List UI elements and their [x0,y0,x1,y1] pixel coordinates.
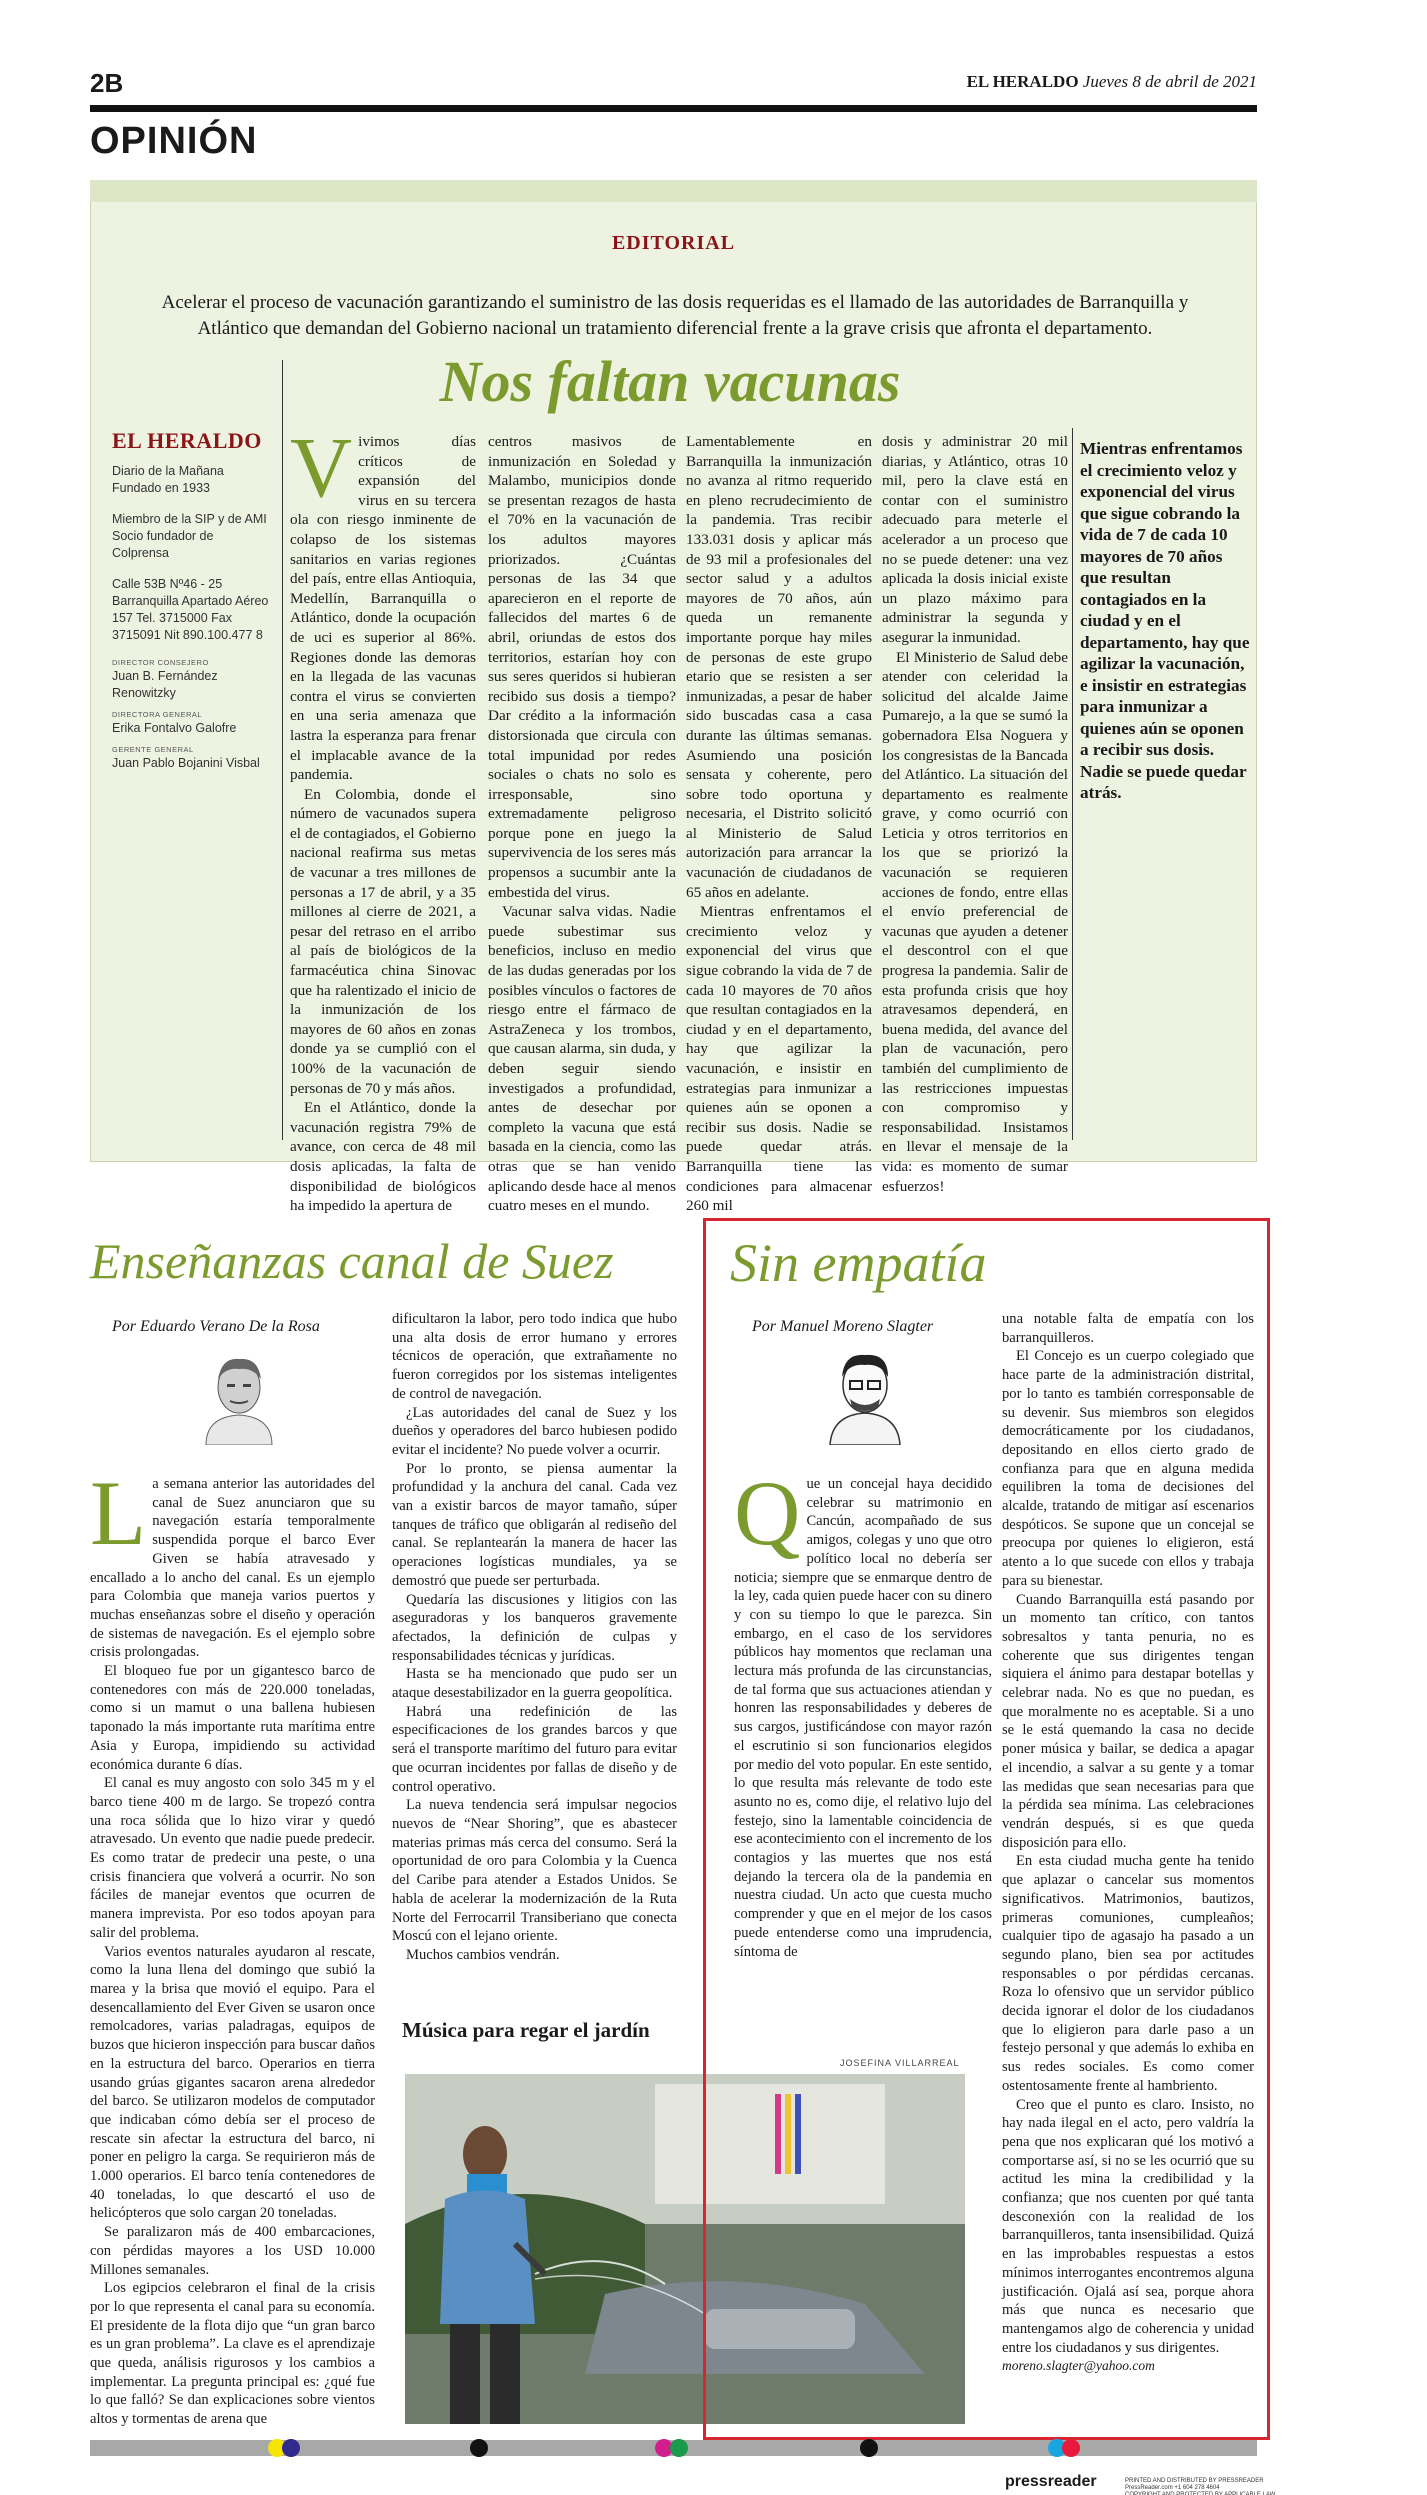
paragraph: En esta ciudad mucha gente ha tenido que aplazar o cancelar sus momentos significativos. Matrimonios, bautizos, primeras comuniones, cumpleaños; cualquier tipo de agasajo ha pasado a un segundo plano, bien sea por actitudes responsables o por pérdidas cercanas. Roza lo ofensivo que un servidor público decida ignorar el dolor de los ciudadanos que lo eligieron para darle paso a un festejo personal y que además lo exhiba en sus redes sociales. Es como comer ostentosamente frente al hambriento. [1002,1853,1254,2094]
suez-column-1 [90,1462,375,2429]
editorial-headline: Nos faltan vacunas [439,349,901,414]
author-portrait [822,1345,908,1445]
column-divider [282,360,283,1140]
printed-line: COPYRIGHT AND PROTECTED BY APPLICABLE LAW [1125,2492,1276,2495]
suez-headline: Enseñanzas canal de Suez [90,1233,614,1289]
sin-empatia-byline: Por Manuel Moreno Slagter [752,1318,934,1335]
paragraph: a semana anterior las autoridades del canal de Suez anunciaron que su navegación estaría temporalmente suspendida porque el barco Ever Given se había atravesado y encallado a lo ancho del canal. Es un ejemplo para Colombia que maneja varios puertos y muchas enseñanzas sobre el diseño y operación de sistemas de navegación. Es el ejemplo sobre crisis prolongadas. [90,1476,375,1661]
editorial-kicker: EDITORIAL [611,232,736,254]
paragraph: Creo que el punto es claro. Insisto, no hay nada ilegal en el acto, pero valdría la pena que nos explicaran qué los motivó a comportarse así, si no se les ocurrió que su actitud les mina la credibilidad y la confianza; que nos cuenten por qué tanta desconexión con la realidad de los barranquilleros, tanta insensibilidad. Quizá en las improbables respuestas a estos mínimos interrogantes encontremos alguna justificación. Ojalá así sea, porque ahora más que nunca es necesario que mantengamos algo de coherencia y unidad entre los ciudadanos y sus dirigentes. [1002,2096,1254,2356]
newspaper-name: EL HERALDO [966,72,1079,91]
paragraph: Hasta se ha mencionado que pudo ser un ataque desestabilizador en la guerra geopolítica. [392,1666,677,1702]
paragraph: Se paralizaron más de 400 embarcaciones, con pérdidas mayores a los USD 10.000 Millones semanales. [90,2224,375,2278]
paragraph: Los egipcios celebraron el final de la crisis por lo que representa el canal para su economía. El presidente de la flota dijo que “un gran barco es un gran problema”. La clave es el aprendizaje que queda, análisis rigurosos y los cambios a implementar. La pregunta principal es: ¿qué fue lo que falló? Se dan explicaciones sobre vientos altos y tormentas de arena que [90,2280,375,2428]
paragraph: Muchos cambios vendrán. [406,1946,560,1963]
paragraph: dificultaron la labor, pero todo indica que hubo una alta dosis de error humano y errores técnicos de operación, que extrañamente no fueron corregidos por los sistemas inteligentes de control de navegación. [392,1311,677,1402]
editorial-top-band [90,180,1257,202]
paragraph: Cuando Barranquilla está pasando por un momento tan crítico, con tantos sobresaltos y tanta penuria, no es coherente que sus dirigentes tengan siquiera el ánimo para destapar botellas y celebrar nada. No es que no puedan, es que moralmente no es aceptable. Si a uno se le está quemando la casa no decide poner música y bailar, se dedica a apagar el incendio, a salvar a su gente y a tomar las medidas que sean necesarias para que la pérdida sea mínima. Las celebraciones vendrán después, si es que queda disposición para ello. [1002,1591,1254,1851]
paragraph: El canal es muy angosto con solo 345 m y el barco tiene 400 m de largo. Se tropezó contra una roca sólida que lo hizo virar y quedó atravesado. Un evento que nadie puede predecir. Es como tratar de predecir una peste, o una crisis financiera que volverá a ocurrir. No son fáciles de manejar eventos que ocurren de manera imprevista. Por eso todos apoyan para salir del problema. [90,1775,375,1941]
pressreader-logo: pressreader [1005,2473,1097,2490]
paragraph: La nueva tendencia será impulsar negocios nuevos de “Near Shoring”, que es abastecer materias primas más cerca del consumo. Será la oportunidad de oro para Colombia y la Cuenca del Caribe para atender a Estados Unidos. Se habla de acelerar la modernización de la Ruta Norte del Ferrocarril Transiberiano que conecta Moscú con el lejano oriente. [392,1797,677,1945]
registration-dot [470,2439,488,2457]
paragraph: Habrá una redefinición de las especificaciones de los grandes barcos y que será el transporte marítimo del futuro para evitar que ocurran incidentes por fallas de diseño y de control operativo. [392,1703,677,1795]
registration-dot [860,2439,878,2457]
photo-credit: JOSEFINA VILLARREAL [840,2058,960,2068]
credits-name: Juan B. Fernández Renowitzky [112,669,218,700]
paragraph: El bloqueo fue por un gigantesco barco de contenedores con más de 220.000 toneladas, como si un mamut o una ballena hubiesen taponado la más importante ruta marítima entre Asia y Europa, impidiendo su actividad económica durante 6 días. [90,1663,375,1773]
editorial-column-4 [882,432,1068,1196]
paragraph: ivimos días críticos de expansión del virus en su tercera ola con riesgo inminente de colapso de los sistemas sanitarios en varias regiones del país, entre ellas Antioquia, Medellín, Barranquilla o Atlántico, donde la ocupación de uci es superior al 86%. Regiones donde las demoras en la llegada de las vacunas contra el virus se convierten en una seria amenaza que lastra la esperanza para frenar el implacable avance de la pandemia. [290,433,476,784]
editorial-column-1 [290,419,476,1216]
paragraph: ¿Las autoridades del canal de Suez y los dueños y operadores del barco hubiesen podido evitar el incidente? No puede volver a ocurrir. [392,1404,677,1458]
paragraph: El Ministerio de Salud debe atender con celeridad la solicitud del alcalde Jaime Pumarejo, a la que se sumó la gobernadora Elsa Noguera y los congresistas de la Bancada del Atlántico. La situación del departamento es realmente grave, y como ocurrió con Leticia y otros territorios en los que se priorizó la vacunación se requieren acciones de fondo, entre ellas el envío preferencial de vacunas que ayuden a detener el descontrol con el que progresa la pandemia. Salir de esta profunda crisis que hoy atravesamos dependerá, en buena medida, del avance del plan de vacunación, pero también del cumplimiento de las restricciones impuestas con compromiso y responsabilidad. Insistamos en llevar el mensaje de la vida: es momento de sumar esfuerzos! [882,648,1068,1195]
photo-title: Música para regar el jardín [402,2018,650,2042]
editorial-dropcap: V [290,419,353,515]
header-rule [90,105,1257,112]
credits-founded: Diario de la Mañana Fundado en 1933 [112,464,224,495]
credits-role: GERENTE GENERAL [112,745,194,754]
credits-address: Calle 53B Nº46 - 25 Barranquilla Apartado Aéreo 157 Tel. 3715000 Fax 3715091 Nit 890.100.477 8 [112,577,269,642]
credits-name: Juan Pablo Bojanini Visbal [112,756,260,770]
column-divider [1072,428,1073,1140]
paragraph: El Concejo es un cuerpo colegiado que hace parte de la administración distrital, por lo tanto es también corresponsable de su devenir. Sus miembros son elegidos democráticamente por los ciudadanos, depositando en ellos cierto grado de confianza para que en alguna medida equilibren la toma de decisiones del alcalde, tratando de mitigar así escenarios despóticos. Se supone que un concejal se preocupa por quienes lo eligieron, está atento a lo que sucede con ellos y trabaja para su bienestar. [1002,1348,1254,1589]
paragraph: Varios eventos naturales ayudaron al rescate, como la luna llena del domingo que subió la marea y la brisa que movió el equipo. Para el desencallamiento del Ever Given se usaron once remolcadores, varias paladragas, equipos de buzos que hicieron inspección para buscar daños en la estructura del barco. Operarios en tierra usando grúas gigantes sacaron arena alrededor del barco. Se utilizaron modelos de computador que indicaban cómo debía ser el proceso de rescate sin afectar la estructura del barco, ni poner en peligro la carga. Se requirieron más de 1.000 operarios. El barco tenía contenedores de 40 toneladas, lo que descartó el uso de helicópteros que solo cargan 20 toneladas. [90,1943,375,2222]
pull-quote: Mientras enfrentamos el crecimiento veloz y exponencial del virus que sigue cobrando la vida de 7 de cada 10 mayores de 70 años que resultan contagiados en la ciudad y en el departamento, hay que agilizar la vacunación, e insistir en estrategias para inmunizar a quienes aún se oponen a recibir sus dosis. Nadie se puede quedar atrás. [1080,439,1250,802]
registration-dot [282,2439,300,2457]
suez-column-2 [392,1310,677,1965]
printed-line: PressReader.com +1 604 278 4604 [1125,2485,1220,2491]
sin-empatia-column-2 [1002,1310,1254,2376]
paragraph: En Colombia, donde el número de vacunados supera el de contagiados, el Gobierno nacional reafirma sus metas de vacunar a tres millones de personas a 17 de abril, y a 35 millones al cierre de 2021, a pesar del retraso en el arribo al país de biológicos de la farmacéutica china Sinovac que ha ralentizado el inicio de la inmunización de los mayores de 60 años en zonas donde ya se cumplió con el 100% de la vacunación de personas de 70 y más años. [290,785,476,1097]
paragraph: dosis y administrar 20 mil diarias, y Atlántico, otras 10 mil, pero la clave está en contar con el suministro adecuado para meterle el acelerador a un proceso que no se puede detener: una vez aplicada la dosis inicial existe un plazo máximo para administrar la segunda y asegurar la inmunidad. [882,433,1068,646]
paragraph: Por lo pronto, se piensa aumentar la profundidad y la anchura del canal. Cada vez van a existir barcos de mayor tamaño, súper tanques de tráfico que obligarán al rediseño del canal. Se replantearán la manera de hacer las operaciones logísticas mundiales, ya se demostró que puede ser perturbada. [392,1460,677,1589]
page-number: 2B [90,68,124,98]
credits-role: DIRECTORA GENERAL [112,710,203,719]
paragraph: una notable falta de empatía con los barranquilleros. [1002,1311,1254,1346]
suez-byline: Por Eduardo Verano De la Rosa [112,1318,320,1335]
printed-line: PRINTED AND DISTRIBUTED BY PRESSREADER [1125,2478,1264,2484]
credits-membership: Miembro de la SIP y de AMI Socio fundador de Colprensa [112,512,267,560]
paragraph: Vacunar salva vidas. Nadie puede subestimar sus beneficios, incluso en medio de las dudas generadas por los posibles vínculos o factores de riesgo entre el fármaco de AstraZeneca y los trombos, que causan alarma, sin duda, y deben seguir siendo investigados a profundidad, antes de desechar por completo la vacuna que está basada en la ciencia, como las otras que se han venido aplicando desde hace al menos cuatro meses en el mundo. [488,903,676,1215]
author-portrait [196,1345,282,1445]
credits-name: Erika Fontalvo Galofre [112,721,237,735]
sin-empatia-dropcap: Q [734,1462,801,1564]
sin-empatia-column-1 [734,1462,992,1961]
registration-dot [1062,2439,1080,2457]
paragraph: ue un concejal haya decidido celebrar su matrimonio en Cancún, acompañado de sus amigos, colegas y uno que otro político local no debería ser noticia; siempre que se enmarque dentro de la ley, cada quien puede hacer con su dinero y con su tiempo lo que le parezca. Sin embargo, en el caso de los servidores públicos hay momentos que reclaman una lectura más profunda de las circunstancias, de tal forma que sus actuaciones atiendan y honren las responsabilidades y deberes de sus cargos, justificándose con mayor razón el escrutinio si son funcionarios elegidos por medio del voto popular. En este sentido, lo que resulta más relevante de todo este asunto no es, como dije, el relativo lujo del festejo, sino la lamentable coincidencia de ese acontecimiento con el incremento de los contagios y las muertes que nos está dejando la tercera ola de la pandemia en nuestra ciudad. Un acto que cuesta mucho comprender y que en el mejor de los casos puede entenderse como una imprudencia, síntoma de [734,1476,992,1960]
paragraph: centros masivos de inmunización en Soledad y Malambo, municipios donde se presentan rezagos de hasta el 70% en la vacunación de los adultos mayores priorizados. ¿Cuántas personas de las 34 que aparecieron en el reporte de fallecidos del martes 6 de abril, oriundas de estos dos territorios, estarían hoy con sus seres queridos si hubieran recibido sus dosis a tiempo? Dar crédito a la información distorsionada que circula con total impunidad por redes sociales o chats no solo es irresponsable, sino extremadamente peligroso porque pone en juego la supervivencia de los seres más propensos a sucumbir ante la embestida del virus. [488,433,676,901]
suez-dropcap: L [90,1462,147,1564]
editorial-deck: Acelerar el proceso de vacunación garantizando el suministro de las dosis requeridas es el llamado de las autoridades de Barranquilla y Atlántico que demandan del Gobierno nacional un tratamiento diferencial frente a la grave crisis que afronta el departamento. [161,292,1189,339]
paragraph: Mientras enfrentamos el crecimiento veloz y exponencial del virus que sigue cobrando la vida de 7 de cada 10 mayores de 70 años que resultan contagiados en la ciudad y en el departamento, hay que agilizar la vacunación, e insistir en estrategias para inmunizar a quienes aún se oponen a recibir sus dosis. Nadie se puede quedar atrás. Barranquilla tiene las condiciones para almacenar 260 mil [686,903,872,1215]
author-email[interactable]: moreno.slagter@yahoo.com [1002,2358,1155,2374]
paragraph: Lamentablemente en Barranquilla la inmunización no avanza al ritmo requerido en pleno recrudecimiento de la pandemia. Tras recibir 133.031 dosis y aplicar más de 93 mil a profesionales del sector salud y a adultos mayores de 70 años, aún queda un remanente importante porque hay miles de personas de este grupo etario que se resisten a ser inmunizadas, a pesar de haber sido buscadas casa a casa durante las últimas semanas. Asumiendo una posición sensata y coherente, pero sobre todo oportuna y necesaria, el Distrito solicitó al Ministerio de Salud autorización para arrancar la vacunación de ciudadanos de 65 años en adelante. [686,433,872,901]
paragraph: Quedaría las discusiones y litigios con las aseguradoras y los banqueros gravemente afectados, la definición de culpas y responsabilidades técnicas y jurídicas. [392,1591,677,1664]
masthead [967,72,1257,92]
paragraph: En el Atlántico, donde la vacunación registra 79% de avance, con cerca de 48 mil dosis aplicadas, la falta de disponibilidad de biológicos ha impedido la apertura de [290,1099,476,1215]
editorial-column-2 [488,432,676,1216]
printed-by [1125,2478,1275,2495]
credits-role: DIRECTOR CONSEJERO [112,658,209,667]
newspaper-logo: EL HERALDO [112,428,262,453]
editorial-column-3 [686,432,872,1216]
registration-dot [670,2439,688,2457]
sin-empatia-headline: Sin empatía [730,1233,987,1293]
editorial-credits [112,428,272,780]
issue-date: Jueves 8 de abril de 2021 [1082,72,1257,91]
section-title: OPINIÓN [90,120,258,162]
